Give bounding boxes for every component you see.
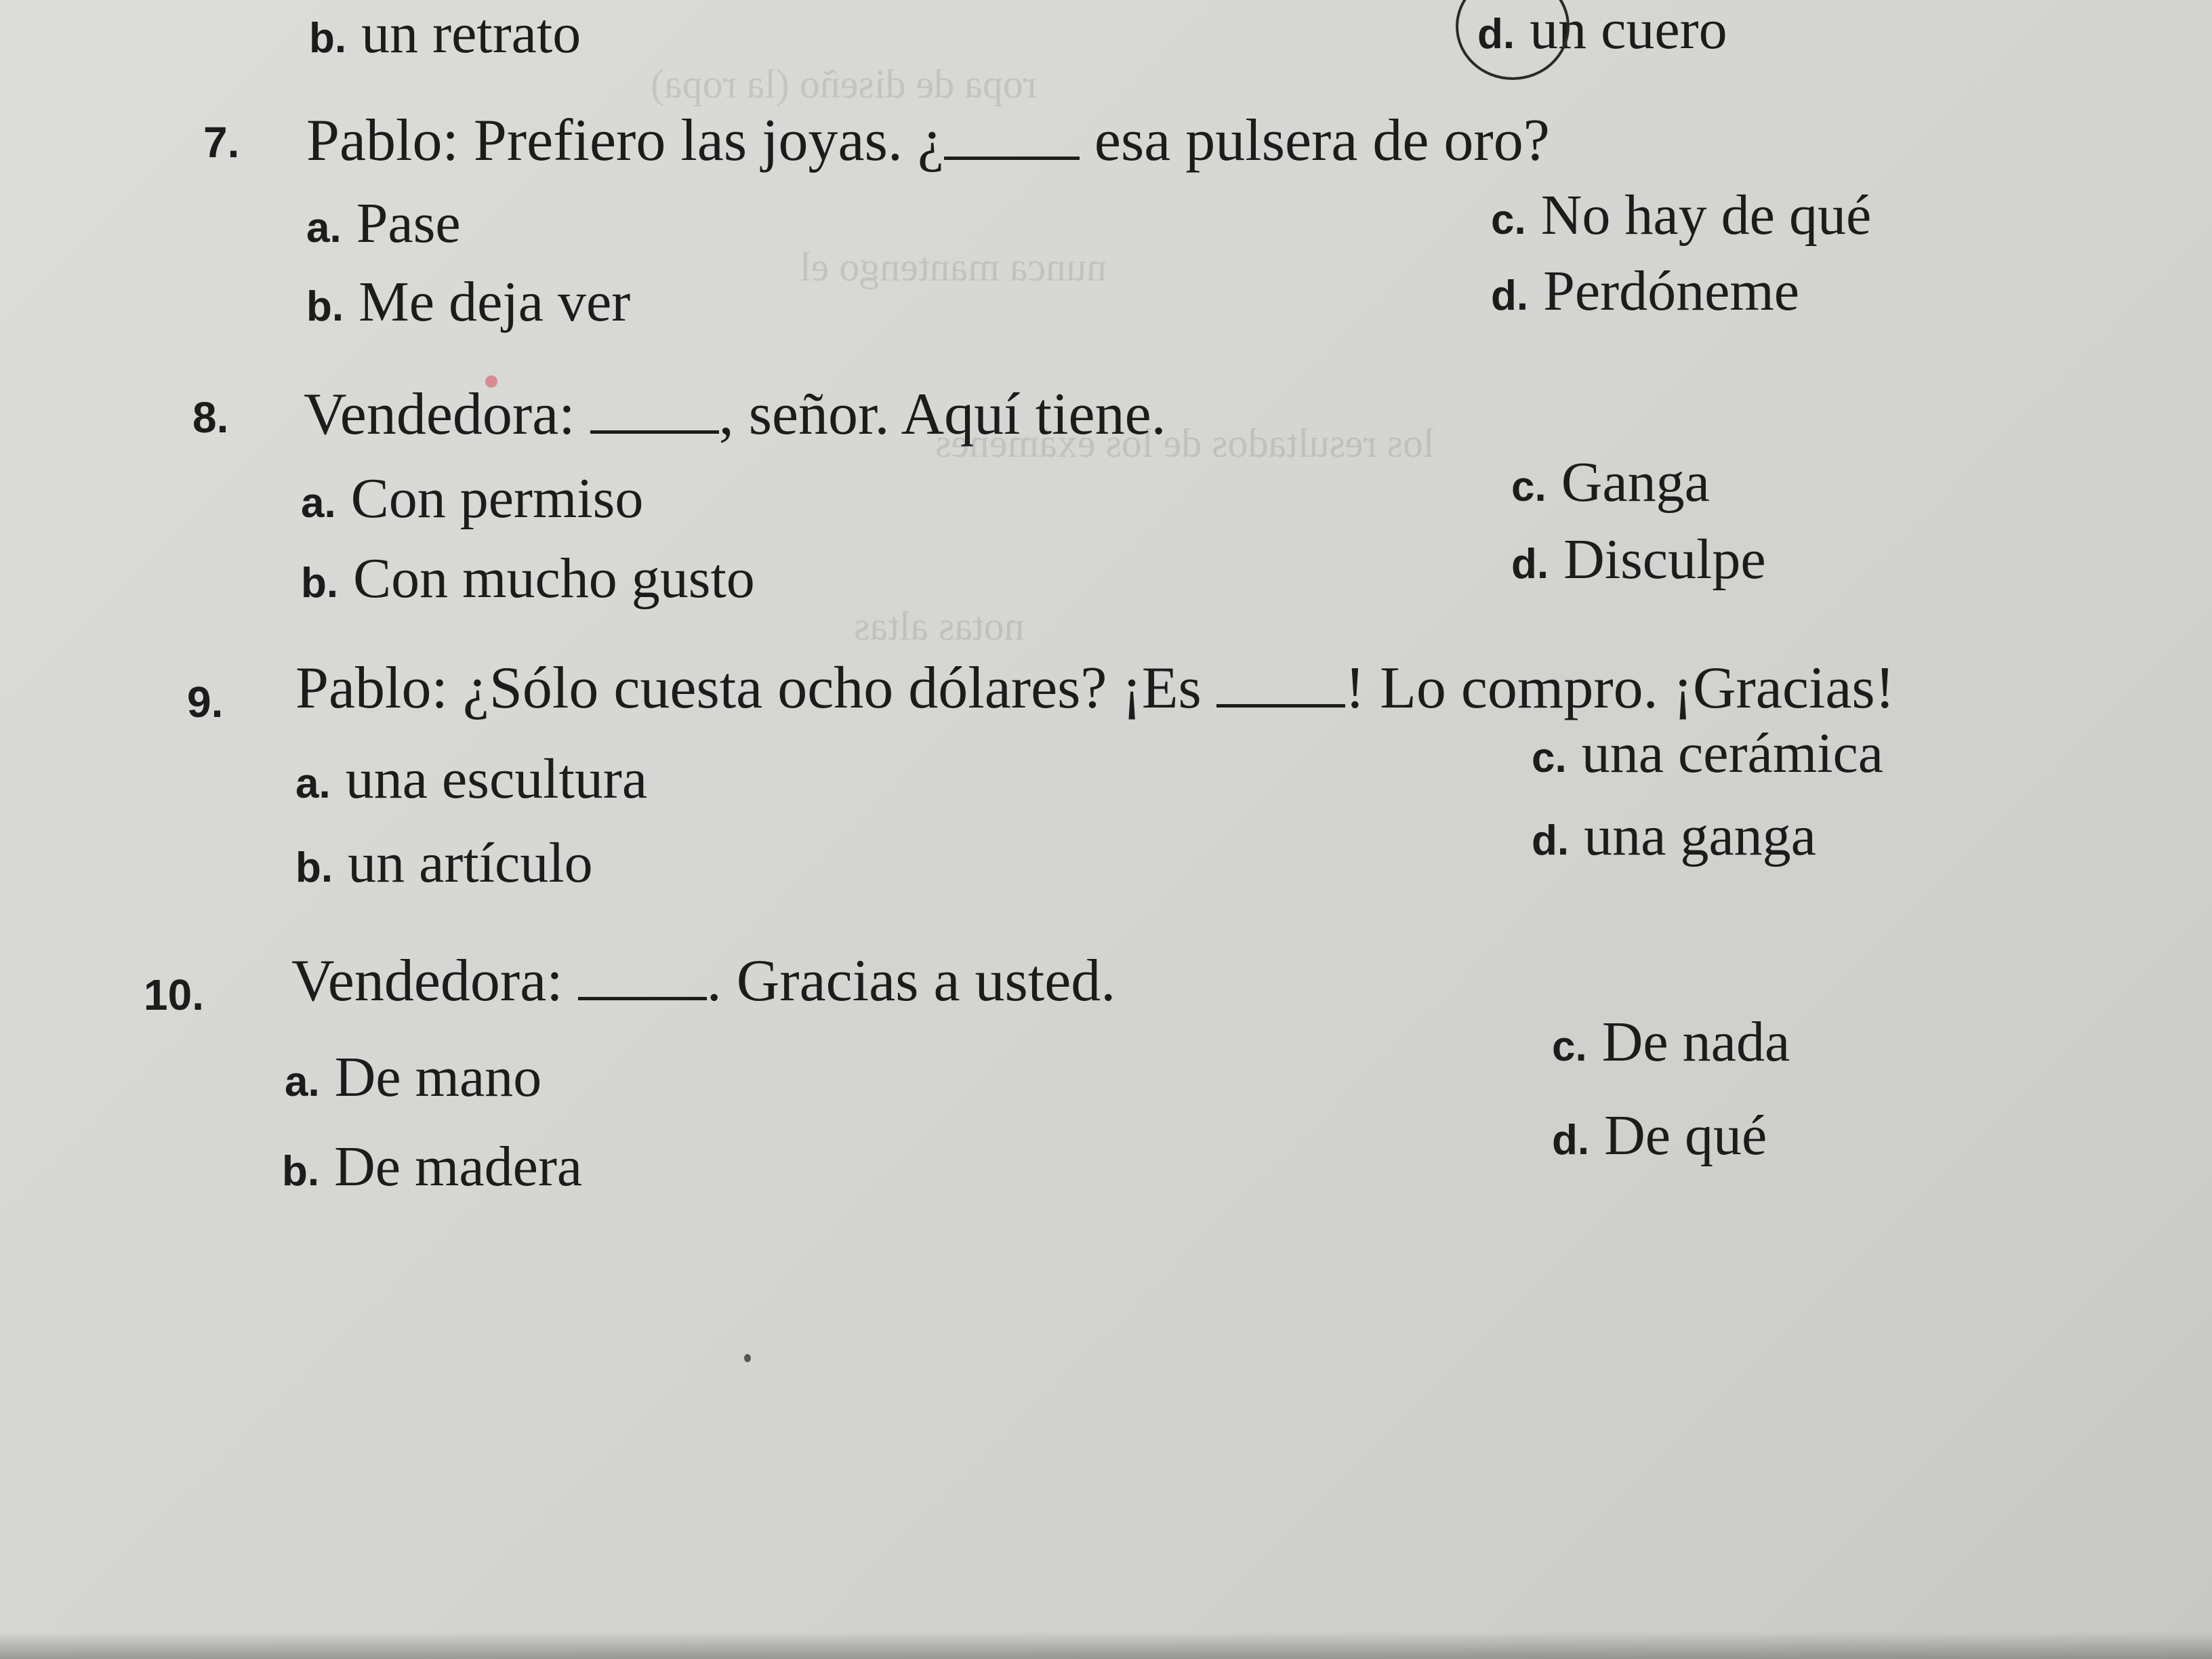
page-bottom-shadow [0,1632,2212,1659]
q6-option-b [309,2,581,65]
q10-blank [578,954,707,1000]
q7-number: 7. [203,118,240,167]
q7-stem-before: Pablo: Prefiero las joyas. ¿ [306,108,944,173]
q10-stem-before: Vendedora: [291,948,578,1014]
option-letter: a. [306,205,342,251]
option-text: una ganga [1584,804,1816,867]
option-letter: d. [1552,1117,1590,1164]
option-text: Me deja ver [359,270,631,333]
q7-option-a [306,192,461,255]
bleed-through-text: nunca mantengo el [800,245,1107,289]
pen-circle-mark [1456,0,1570,80]
q9-blank [1216,661,1345,708]
option-text: Pase [356,192,461,255]
q8-stem-before: Vendedora: [304,382,590,447]
q9-option-d [1532,804,1816,867]
option-text: Perdóneme [1543,260,1799,323]
option-text: De qué [1604,1104,1767,1167]
q10-stem [291,948,1116,1014]
option-letter: b. [306,283,344,330]
q10-option-c [1552,1010,1790,1073]
q9-option-a [295,747,648,811]
option-letter: c. [1552,1023,1587,1070]
option-letter: c. [1491,197,1526,243]
q9-option-b [295,832,593,895]
option-text: Disculpe [1563,528,1766,591]
option-text: una cerámica [1581,722,1884,785]
q7-stem [306,108,1550,173]
q8-stem [304,382,1166,447]
bleed-through-text: ropa de diseño (la ropa) [651,62,1037,106]
q9-stem [295,655,1895,721]
q9-option-c [1532,722,1884,785]
paper-speck [744,1354,751,1362]
q7-blank [944,114,1080,160]
bleed-through-text: los resultados de los exámenes [935,421,1435,466]
option-letter: b. [295,844,333,891]
option-text: No hay de qué [1540,184,1872,247]
option-letter: a. [295,760,331,807]
q7-option-d [1491,260,1799,323]
option-letter: b. [301,560,339,607]
q9-stem-after: ! Lo compro. ¡Gracias! [1345,655,1895,721]
option-letter: d. [1532,817,1570,864]
q8-option-d [1511,528,1766,591]
bleed-through-text: notas altas [854,604,1025,649]
option-text: De mano [334,1046,542,1109]
option-text: un retrato [361,2,581,65]
q10-number: 10. [144,970,204,1019]
q8-stem-after: , señor. Aquí tiene. [718,382,1166,447]
q7-stem-after: esa pulsera de oro? [1079,108,1550,173]
option-text: un artículo [348,832,593,895]
option-text: De madera [334,1135,583,1198]
option-text: un cuero [1530,0,1727,61]
q10-stem-after: . Gracias a usted. [706,948,1116,1014]
option-letter: a. [301,480,336,527]
q10-option-a [285,1046,542,1109]
option-text: Con permiso [350,467,644,530]
q9-number: 9. [187,678,224,726]
q8-blank [590,388,719,434]
option-text: Con mucho gusto [353,547,755,610]
q7-option-b [306,270,631,333]
q10-option-d [1552,1104,1767,1167]
q8-option-a [301,467,644,530]
option-letter: d. [1511,541,1549,588]
option-letter: a. [285,1059,320,1105]
option-letter: c. [1532,735,1567,781]
q8-option-c [1511,451,1710,514]
option-letter: b. [282,1148,320,1195]
option-text: Ganga [1561,451,1710,514]
option-letter: d. [1491,272,1529,319]
q9-stem-before: Pablo: ¿Sólo cuesta ocho dólares? ¡Es [295,655,1216,721]
option-letter: d. [1477,11,1515,58]
q8-number: 8. [192,393,229,442]
option-text: una escultura [345,747,648,811]
q10-option-b [282,1135,583,1198]
q8-option-b [301,547,755,610]
option-letter: c. [1511,464,1547,510]
q7-option-c [1491,184,1872,247]
option-letter: b. [309,15,347,62]
option-text: De nada [1601,1010,1790,1073]
